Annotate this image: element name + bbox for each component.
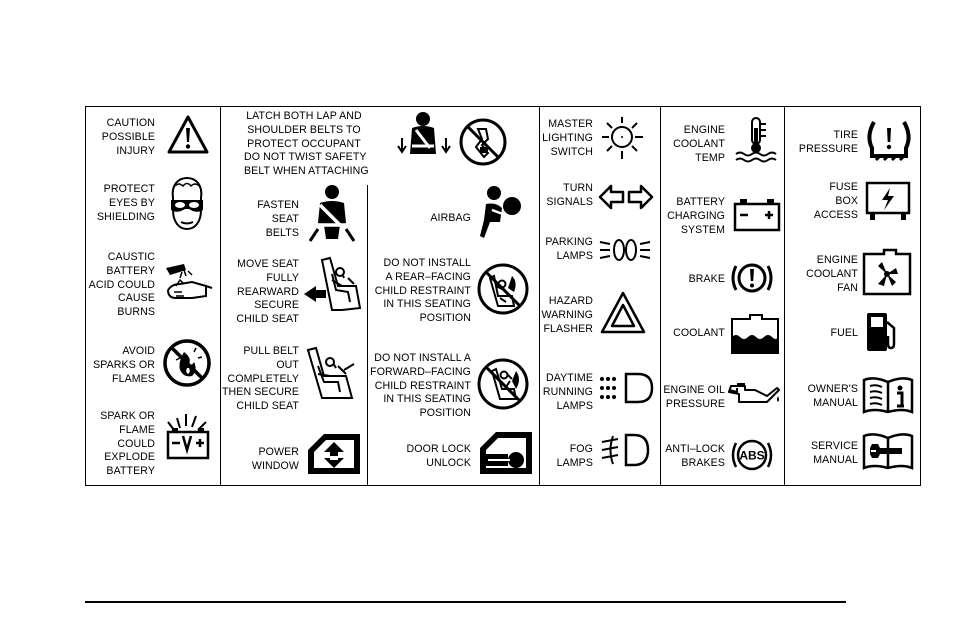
column-divider xyxy=(220,107,221,485)
airbag-label: AIRBAG xyxy=(430,212,471,224)
anti-lock-label: ANTI–LOCK BRAKES xyxy=(665,443,725,469)
avoid-sparks-label: AVOID SPARKS OR FLAMES xyxy=(93,345,155,385)
belt-twist-icon xyxy=(396,108,452,164)
fuel-label: FUEL xyxy=(830,327,858,339)
battery-charging-label: BATTERY CHARGING SYSTEM xyxy=(667,196,725,236)
battery-explosion-icon xyxy=(162,414,214,462)
fog-lamp-icon xyxy=(600,432,650,468)
forward-facing-label: DO NOT INSTALL A FORWARD–FACING CHILD RESTRAINT IN THIS SEATING POSITION xyxy=(370,352,471,420)
owners-manual-label: OWNER'S MANUAL xyxy=(807,383,858,409)
daytime-running-lamps-icon xyxy=(598,370,654,406)
coolant-fan-icon xyxy=(862,248,912,296)
protect-eyes-label: PROTECT EYES BY SHIELDING xyxy=(96,183,155,223)
acid-burn-hand-icon xyxy=(162,262,214,304)
abs-text: ABS xyxy=(739,448,765,463)
coolant-label: COOLANT xyxy=(673,327,725,339)
no-forward-facing-seat-icon xyxy=(476,357,530,411)
no-flame-icon xyxy=(162,338,212,388)
column-divider xyxy=(784,107,785,485)
caution-triangle-icon xyxy=(166,114,210,156)
goggles-face-icon xyxy=(165,176,209,232)
turn-signals-label: TURN SIGNALS xyxy=(546,182,593,208)
airbag-icon xyxy=(478,184,524,240)
column-divider xyxy=(367,185,368,485)
turn-signal-arrows-icon xyxy=(598,184,654,210)
service-manual-icon xyxy=(862,430,914,470)
coolant-reservoir-icon xyxy=(730,313,780,355)
child-seat-belt-icon xyxy=(304,346,358,400)
footer-rule xyxy=(85,601,846,603)
parking-lamps-label: PARKING LAMPS xyxy=(545,236,593,262)
door-lock-key-icon xyxy=(478,430,534,476)
child-seat-rearward-icon xyxy=(302,256,362,312)
power-window-icon xyxy=(306,432,362,476)
brake-warning-icon xyxy=(730,258,774,298)
caustic-acid-label: CAUSTIC BATTERY ACID COULD CAUSE BURNS xyxy=(88,251,155,319)
column-divider xyxy=(660,107,661,485)
brake-label: BRAKE xyxy=(688,273,725,285)
abs-icon xyxy=(730,435,774,475)
oil-pressure-label: ENGINE OIL PRESSURE xyxy=(663,384,725,410)
column-divider xyxy=(539,107,540,485)
owners-manual-icon xyxy=(862,374,914,414)
pull-belt-label: PULL BELT OUT COMPLETELY THEN SECURE CHILD SEAT xyxy=(221,345,299,413)
spark-explode-label: SPARK OR FLAME COULD EXPLODE BATTERY xyxy=(100,410,155,478)
daytime-running-label: DAYTIME RUNNING LAMPS xyxy=(542,372,593,412)
coolant-fan-label: ENGINE COOLANT FAN xyxy=(806,254,858,294)
fuse-box-label: FUSE BOX ACCESS xyxy=(813,181,858,221)
door-lock-label: DOOR LOCK UNLOCK xyxy=(406,443,471,469)
fasten-belts-label: FASTEN SEAT BELTS xyxy=(257,199,299,239)
no-twisted-belt-icon xyxy=(458,117,508,167)
move-seat-label: MOVE SEAT FULLY REARWARD SECURE CHILD SEAT xyxy=(236,258,299,326)
hazard-triangle-icon xyxy=(599,290,647,336)
hazard-flasher-label: HAZARD WARNING FLASHER xyxy=(541,295,593,335)
parking-lamps-icon xyxy=(598,234,652,266)
fuse-box-icon xyxy=(864,180,912,222)
seat-belt-icon xyxy=(306,183,358,241)
fog-lamps-label: FOG LAMPS xyxy=(556,443,593,469)
power-window-label: POWER WINDOW xyxy=(251,446,299,472)
master-lighting-label: MASTER LIGHTING SWITCH xyxy=(542,118,593,158)
coolant-temp-label: ENGINE COOLANT TEMP xyxy=(673,124,725,164)
no-rear-facing-seat-icon xyxy=(476,262,530,316)
fuel-pump-icon xyxy=(864,310,900,354)
battery-icon xyxy=(733,196,781,232)
oil-can-icon xyxy=(727,380,781,410)
tire-pressure-icon xyxy=(866,116,912,162)
master-light-icon xyxy=(597,115,647,165)
rear-facing-label: DO NOT INSTALL A REAR–FACING CHILD RESTRAINT IN THIS SEATING POSITION xyxy=(374,257,471,325)
tire-pressure-label: TIRE PRESSURE xyxy=(798,129,858,155)
caution-label: CAUTION POSSIBLE INJURY xyxy=(101,117,155,157)
service-manual-label: SERVICE MANUAL xyxy=(810,440,858,466)
latch-belts-label: LATCH BOTH LAP AND SHOULDER BELTS TO PROTECT OCCUPANT DO NOT TWIST SAFETY BELT WHEN ATTACHING xyxy=(244,110,369,178)
coolant-temp-icon xyxy=(734,116,778,164)
